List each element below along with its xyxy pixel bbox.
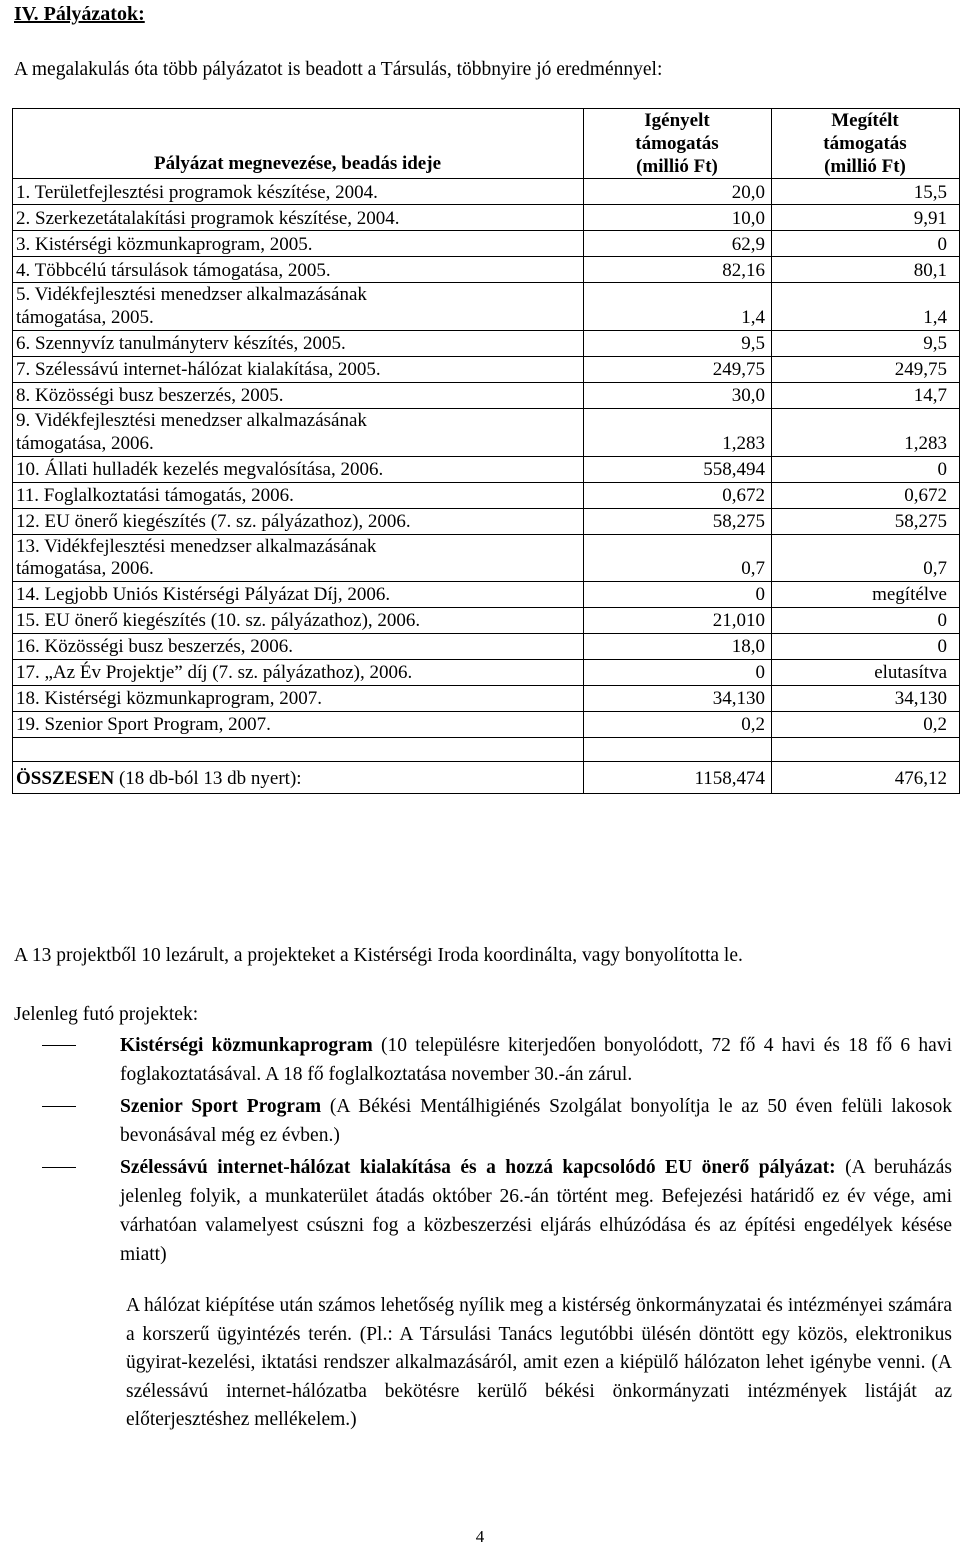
table-header-row <box>13 109 960 179</box>
table-row <box>13 408 960 456</box>
grant-name: 4. Többcélú társulások támogatása, 2005. <box>13 257 584 283</box>
project-title: Kistérségi közmunkaprogram <box>120 1035 373 1056</box>
grant-requested: 82,16 <box>584 257 772 283</box>
project-title: Szenior Sport Program <box>120 1096 322 1117</box>
grant-name: 6. Szennyvíz tanulmányterv készítés, 2005. <box>13 330 584 356</box>
header-awarded-line2: támogatás <box>823 132 907 154</box>
grant-name: 17. „Az Év Projektje” díj (7. sz. pályázathoz), 2006. <box>13 660 584 686</box>
grant-requested: 0,2 <box>584 712 772 738</box>
grant-name-line2: támogatása, 2005. <box>16 307 154 329</box>
grant-name: 19. Szenior Sport Program, 2007. <box>13 712 584 738</box>
grant-awarded: 0,7 <box>772 534 960 582</box>
grant-requested: 0 <box>584 582 772 608</box>
table-row <box>13 534 960 582</box>
table-row <box>13 608 960 634</box>
grant-awarded: 1,283 <box>772 408 960 456</box>
dash-bullet-icon <box>42 1167 76 1168</box>
grant-awarded: 0 <box>772 608 960 634</box>
section-title: IV. Pályázatok: <box>14 3 145 25</box>
header-requested-line3: (millió Ft) <box>636 155 718 177</box>
project-description: (A beruházás jelenleg folyik, a munkaterület átadás október 26.-án történt meg. Befejezési határidő ez év vége, ami várhatóan valamelyest csúszni fog a közbeszerzési eljárás elhúzódása és az építési engedélyek késése miatt) <box>120 1157 953 1265</box>
grant-awarded: 9,5 <box>772 330 960 356</box>
grant-name: 12. EU önerő kiegészítés (7. sz. pályázathoz), 2006. <box>13 508 584 534</box>
table-row <box>13 330 960 356</box>
grant-requested: 9,5 <box>584 330 772 356</box>
grant-name: 3. Kistérségi közmunkaprogram, 2005. <box>13 231 584 257</box>
grant-name: 18. Kistérségi közmunkaprogram, 2007. <box>13 686 584 712</box>
grant-requested: 30,0 <box>584 382 772 408</box>
grant-requested: 10,0 <box>584 205 772 231</box>
grant-awarded: 249,75 <box>772 356 960 382</box>
grant-name-line1: 13. Vidékfejlesztési menedzser alkalmazásának <box>16 535 377 557</box>
table-body <box>13 179 960 794</box>
header-requested-line2: támogatás <box>635 132 719 154</box>
grant-awarded: megítélve <box>772 582 960 608</box>
header-awarded-line3: (millió Ft) <box>824 155 906 177</box>
header-awarded-line1: Megítélt <box>831 110 899 131</box>
grant-name <box>13 283 584 331</box>
grant-awarded: 0 <box>772 456 960 482</box>
grant-name-line2: támogatása, 2006. <box>16 432 154 454</box>
grant-name <box>13 534 584 582</box>
table-row <box>13 686 960 712</box>
table-row <box>13 382 960 408</box>
table-total-row <box>13 762 960 794</box>
table-row <box>13 257 960 283</box>
grant-name: 8. Közösségi busz beszerzés, 2005. <box>13 382 584 408</box>
total-requested: 1158,474 <box>584 762 772 794</box>
list-item <box>120 1153 952 1269</box>
table-row <box>13 456 960 482</box>
total-label-bold: ÖSSZESEN <box>16 768 115 790</box>
header-awarded <box>772 109 960 179</box>
network-paragraph: A hálózat kiépítése után számos lehetőség nyílik meg a kistérség önkormányzatai és intézményei számára a korszerű ügyintézés terén. (Pl.: A Társulási Tanács legutóbbi ülésén döntött egy közös, elektronikus ügyirat-kezelési, iktatási rendszer alkalmazásáról, amit ezen a kiépülő hálózaton lehet igénybe venni. (A szélessávú internet-hálózatba bekötésre kerülő békési önkormányzati intézmények listáját az előterjesztéshez mellékelem.) <box>126 1295 952 1430</box>
project-description: (A Békési Mentálhigiénés Szolgálat bonyolítja le az 50 éven felüli lakosok bevonásával még ez évben.) <box>120 1096 953 1146</box>
grant-awarded: 0 <box>772 634 960 660</box>
list-item <box>120 1092 952 1150</box>
grant-name: 15. EU önerő kiegészítés (10. sz. pályázathoz), 2006. <box>13 608 584 634</box>
table-row <box>13 179 960 205</box>
grant-requested: 20,0 <box>584 179 772 205</box>
grant-requested: 18,0 <box>584 634 772 660</box>
grant-name: 7. Szélessávú internet-hálózat kialakítása, 2005. <box>13 356 584 382</box>
project-description: (10 településre kiterjedően bonyolódott, 72 fő 4 havi és 18 fő 6 havi foglakoztatásával. A 18 fő foglalkoztatása november 30.-án zárul. <box>120 1035 952 1085</box>
intro-text: A megalakulás óta több pályázatot is beadott a Társulás, többnyire jó eredménnyel: <box>14 59 663 80</box>
table-row <box>13 712 960 738</box>
grant-name: 11. Foglalkoztatási támogatás, 2006. <box>13 482 584 508</box>
table-row <box>13 582 960 608</box>
grant-name <box>13 408 584 456</box>
grant-name: 10. Állati hulladék kezelés megvalósítása, 2006. <box>13 456 584 482</box>
grant-requested: 249,75 <box>584 356 772 382</box>
grants-table <box>12 108 960 794</box>
grant-name: 16. Közösségi busz beszerzés, 2006. <box>13 634 584 660</box>
table-row <box>13 508 960 534</box>
running-projects-title: Jelenleg futó projektek: <box>14 1004 199 1025</box>
grant-name-line2: támogatása, 2006. <box>16 558 154 580</box>
dash-bullet-icon <box>42 1045 76 1046</box>
table-row <box>13 231 960 257</box>
grant-awarded: elutasítva <box>772 660 960 686</box>
grant-requested: 21,010 <box>584 608 772 634</box>
running-projects-list <box>0 1031 960 1272</box>
table-row <box>13 283 960 331</box>
grant-requested: 58,275 <box>584 508 772 534</box>
grant-awarded: 9,91 <box>772 205 960 231</box>
table-row <box>13 205 960 231</box>
grant-name-line1: 9. Vidékfejlesztési menedzser alkalmazásának <box>16 409 367 431</box>
grant-awarded: 80,1 <box>772 257 960 283</box>
grant-requested: 34,130 <box>584 686 772 712</box>
grant-awarded: 0,672 <box>772 482 960 508</box>
grant-awarded: 15,5 <box>772 179 960 205</box>
grant-awarded: 0,2 <box>772 712 960 738</box>
grant-name: 2. Szerkezetátalakítási programok készítése, 2004. <box>13 205 584 231</box>
grant-name: 1. Területfejlesztési programok készítése, 2004. <box>13 179 584 205</box>
summary-text: A 13 projektből 10 lezárult, a projekteket a Kistérségi Iroda koordinálta, vagy bonyolította le. <box>14 945 743 966</box>
header-requested <box>584 109 772 179</box>
table-row <box>13 634 960 660</box>
grant-requested: 0,7 <box>584 534 772 582</box>
grant-awarded: 58,275 <box>772 508 960 534</box>
table-spacer-row <box>13 738 960 762</box>
grant-requested: 0,672 <box>584 482 772 508</box>
grant-name: 14. Legjobb Uniós Kistérségi Pályázat Díj, 2006. <box>13 582 584 608</box>
table-row <box>13 482 960 508</box>
total-label-rest: (18 db-ból 13 db nyert): <box>114 768 302 790</box>
grant-awarded: 34,130 <box>772 686 960 712</box>
grant-requested: 62,9 <box>584 231 772 257</box>
grant-requested: 1,283 <box>584 408 772 456</box>
grant-awarded: 14,7 <box>772 382 960 408</box>
grant-requested: 1,4 <box>584 283 772 331</box>
project-title: Szélessávú internet-hálózat kialakítása és a hozzá kapcsolódó EU önerő pályázat: <box>120 1157 836 1178</box>
table-row <box>13 660 960 686</box>
list-item <box>120 1031 952 1089</box>
header-name: Pályázat megnevezése, beadás ideje <box>13 109 584 179</box>
table-row <box>13 356 960 382</box>
grant-requested: 558,494 <box>584 456 772 482</box>
grant-requested: 0 <box>584 660 772 686</box>
total-label <box>13 762 584 794</box>
total-awarded: 476,12 <box>772 762 960 794</box>
grant-awarded: 1,4 <box>772 283 960 331</box>
grant-name-line1: 5. Vidékfejlesztési menedzser alkalmazásának <box>16 284 367 306</box>
header-requested-line1: Igényelt <box>644 110 710 131</box>
page-number: 4 <box>475 1527 485 1546</box>
dash-bullet-icon <box>42 1106 76 1107</box>
grant-awarded: 0 <box>772 231 960 257</box>
